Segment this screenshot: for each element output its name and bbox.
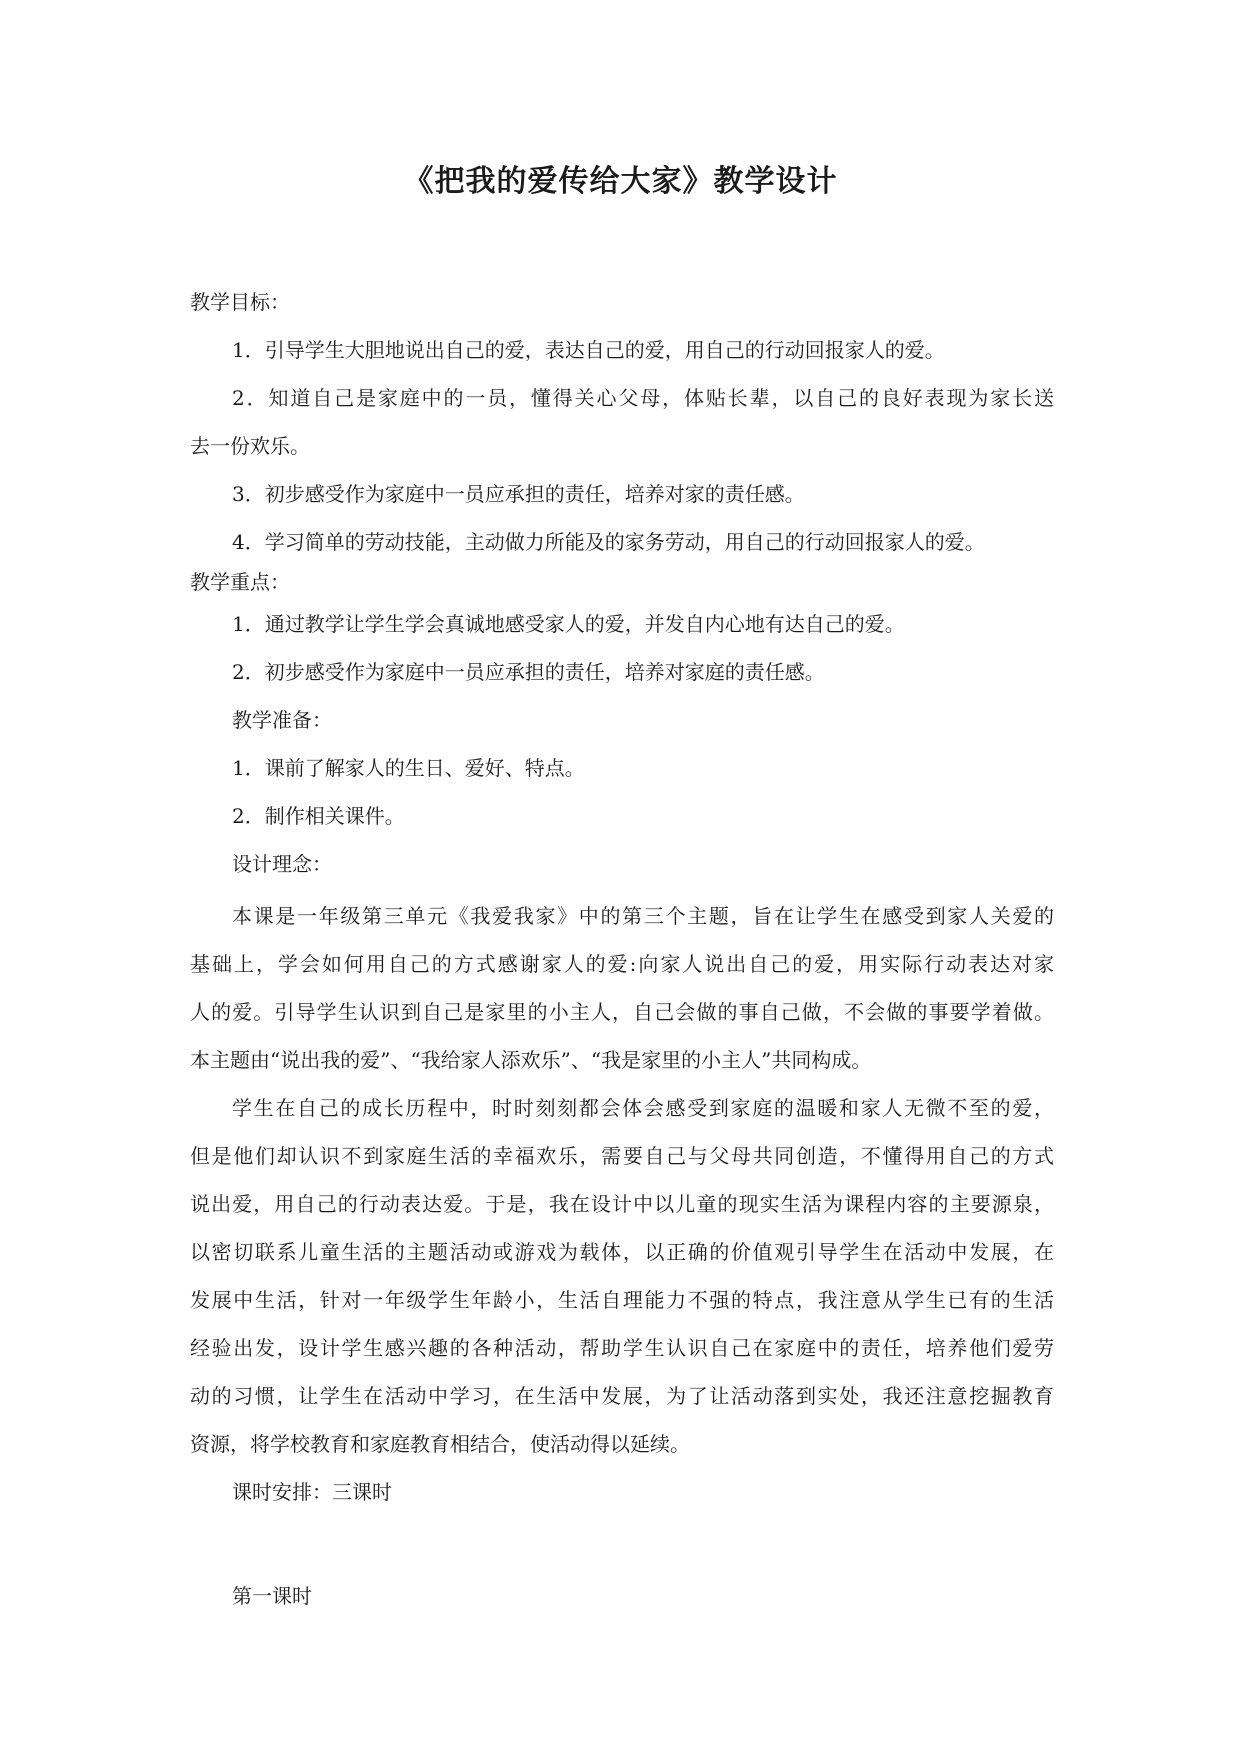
- concept-heading: 设计理念：: [232, 852, 332, 876]
- preparation-item-1: 1．课前了解家人的生日、爱好、特点。: [232, 756, 585, 780]
- schedule-line: 课时安排：三课时: [232, 1480, 392, 1504]
- goal-item-2-line-1: 2．知道自己是家庭中的一员，懂得关心父母，体贴长辈，以自己的良好表现为家长送: [232, 386, 1054, 410]
- concept-paragraph-2-line: 动的习惯，让学生在活动中学习，在生活中发展，为了让活动落到实处，我还注意挖掘教育: [190, 1384, 1054, 1408]
- goal-item-2-line-2: 去一份欢乐。: [190, 434, 310, 458]
- goal-item-4: 4．学习简单的劳动技能，主动做力所能及的家务劳动，用自己的行动回报家人的爱。: [232, 530, 985, 554]
- concept-paragraph-2-line: 资源，将学校教育和家庭教育相结合，使活动得以延续。: [190, 1432, 690, 1456]
- concept-paragraph-2-line: 学生在自己的成长历程中，时时刻刻都会体会感受到家庭的温暖和家人无微不至的爱，: [232, 1096, 1054, 1120]
- preparation-item-2: 2．制作相关课件。: [232, 804, 405, 828]
- key-point-item-2: 2．初步感受作为家庭中一员应承担的责任，培养对家庭的责任感。: [232, 660, 825, 684]
- concept-paragraph-2-line: 经验出发，设计学生感兴趣的各种活动，帮助学生认识自己在家庭中的责任，培养他们爱劳: [190, 1336, 1054, 1360]
- concept-paragraph-2-line: 但是他们却认识不到家庭生活的幸福欢乐，需要自己与父母共同创造，不懂得用自己的方式: [190, 1144, 1054, 1168]
- key-points-heading: 教学重点：: [190, 570, 290, 594]
- concept-paragraph-2-line: 发展中生活，针对一年级学生年龄小，生活自理能力不强的特点，我注意从学生已有的生活: [190, 1288, 1054, 1312]
- key-point-item-1: 1．通过教学让学生学会真诚地感受家人的爱，并发自内心地有达自己的爱。: [232, 612, 905, 636]
- concept-paragraph-1-line: 本主题由“说出我的爱”、“我给家人添欢乐”、“我是家里的小主人”共同构成。: [190, 1048, 872, 1072]
- concept-paragraph-1-line: 人的爱。引导学生认识到自己是家里的小主人，自己会做的事自己做，不会做的事要学着做。: [190, 1000, 1054, 1024]
- preparation-heading: 教学准备：: [232, 708, 332, 732]
- document-body: [190, 286, 1054, 1628]
- concept-paragraph-2-line: 说出爱，用自己的行动表达爱。于是，我在设计中以儿童的现实生活为课程内容的主要源泉，: [190, 1192, 1054, 1216]
- goal-item-3: 3．初步感受作为家庭中一员应承担的责任，培养对家的责任感。: [232, 482, 805, 506]
- document-title: 《把我的爱传给大家》教学设计: [403, 164, 838, 199]
- goals-heading: 教学目标：: [190, 290, 290, 314]
- concept-paragraph-1-line: 本课是一年级第三单元《我爱我家》中的第三个主题，旨在让学生在感受到家人关爱的: [232, 904, 1054, 928]
- goal-item-1: 1．引导学生大胆地说出自己的爱，表达自己的爱，用自己的行动回报家人的爱。: [232, 338, 945, 362]
- first-lesson-heading: 第一课时: [232, 1584, 312, 1608]
- concept-paragraph-2-line: 以密切联系儿童生活的主题活动或游戏为载体，以正确的价值观引导学生在活动中发展，在: [190, 1240, 1054, 1264]
- concept-paragraph-1-line: 基础上，学会如何用自己的方式感谢家人的爱:向家人说出自己的爱，用实际行动表达对家: [190, 952, 1054, 976]
